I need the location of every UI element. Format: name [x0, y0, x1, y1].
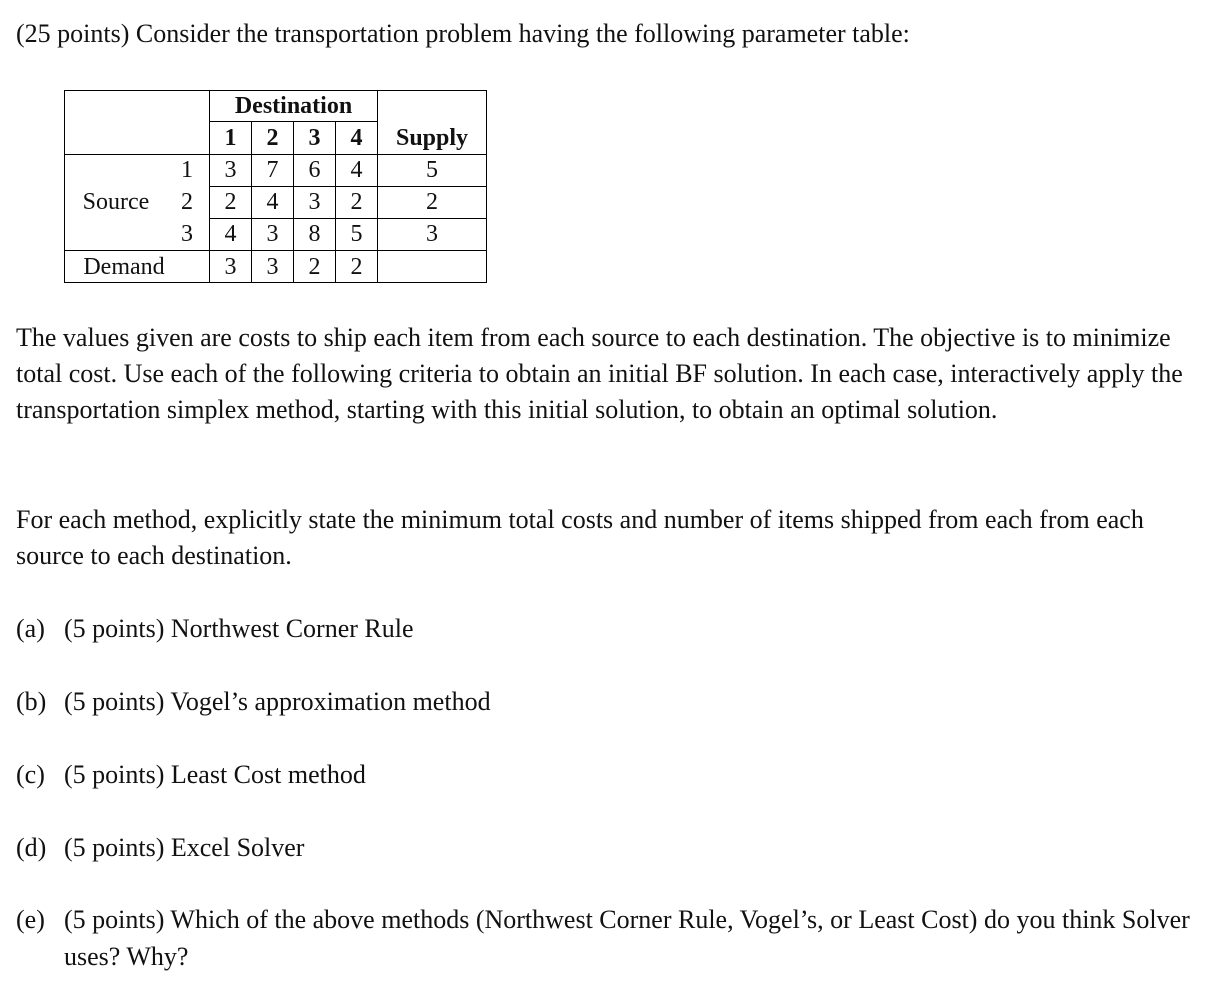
supply-cell: 2 [426, 189, 438, 215]
cost-cell: 8 [308, 221, 321, 247]
cost-cell: 2 [224, 189, 237, 215]
supply-header: Supply [395, 125, 469, 151]
cost-cell: 2 [350, 189, 363, 215]
problem-intro: (25 points) Consider the transportation problem having the following parameter table: [16, 19, 910, 48]
part-label: (c) [16, 760, 45, 789]
source-number: 2 [181, 189, 193, 215]
demand-cell: 3 [266, 254, 279, 280]
part-text: (5 points) Which of the above methods (Northwest Corner Rule, Vogel’s, or Least Cost) do you think Solver uses? Why? [64, 905, 1190, 971]
part-text: (5 points) Least Cost method [64, 760, 366, 789]
cost-cell: 3 [224, 157, 237, 183]
destination-number: 1 [224, 125, 237, 151]
part-text: (5 points) Vogel’s approximation method [64, 687, 491, 716]
part-label: (e) [16, 905, 45, 934]
part-label: (b) [16, 687, 47, 716]
demand-cell: 2 [350, 254, 363, 280]
part-e [16, 901, 1206, 975]
destination-number: 3 [308, 125, 321, 151]
cost-cell: 6 [308, 157, 321, 183]
source-number: 3 [181, 221, 193, 247]
table-rule [64, 154, 487, 155]
cost-cell: 4 [266, 189, 279, 215]
part-c [16, 756, 1206, 793]
part-label: (d) [16, 833, 47, 862]
part-a [16, 610, 1206, 647]
demand-cell: 3 [224, 254, 237, 280]
destination-header: Destination [234, 93, 353, 119]
demand-label: Demand [83, 254, 165, 280]
destination-number: 2 [266, 125, 279, 151]
demand-cell: 2 [308, 254, 321, 280]
supply-cell: 3 [426, 221, 438, 247]
cost-cell: 4 [350, 157, 363, 183]
cost-cell: 7 [266, 157, 279, 183]
part-b [16, 683, 1206, 720]
table-rule [210, 121, 378, 122]
cost-cell: 4 [224, 221, 237, 247]
part-text: (5 points) Northwest Corner Rule [64, 614, 414, 643]
cost-cell: 3 [266, 221, 279, 247]
cost-cell: 3 [308, 189, 321, 215]
source-number: 1 [181, 157, 193, 183]
part-text: (5 points) Excel Solver [64, 833, 305, 862]
table-rule [377, 90, 378, 283]
cost-cell: 5 [350, 221, 363, 247]
part-label: (a) [16, 614, 45, 643]
instructions-paragraph: The values given are costs to ship each item from each source to each destination. The objective is to minimize total cost. Use each of the following criteria to obtain an initial BF solution. In each case, interactively apply the transportation simplex method, starting with this initial solution, to obtain an optimal solution. [16, 323, 1183, 424]
destination-number: 4 [350, 125, 363, 151]
part-d [16, 829, 1206, 866]
reporting-paragraph: For each method, explicitly state the minimum total costs and number of items shipped from each from each source to each destination. [16, 505, 1144, 570]
table-rule [64, 250, 487, 251]
supply-cell: 5 [426, 157, 438, 183]
parameter-table [64, 90, 487, 283]
source-label: Source [82, 189, 150, 215]
